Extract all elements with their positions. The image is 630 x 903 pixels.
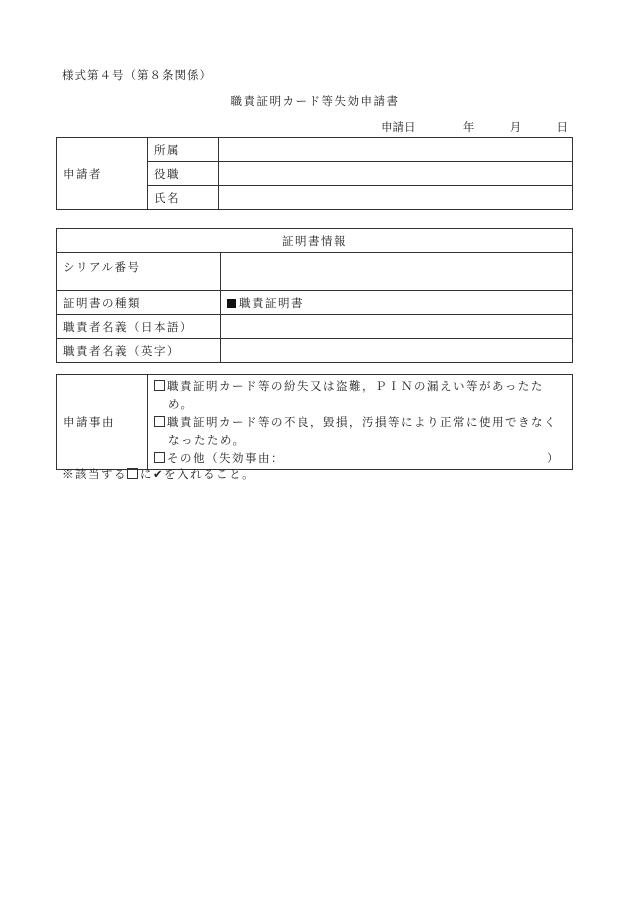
applicant-section-label: 申請者: [57, 138, 148, 210]
application-reason-table: 申請事由 職責証明カード等の紛失又は盗難，ＰＩＮの漏えい等があったた め。 職責証明カード等の不良，毀損，汚損等により正常に使用できなく なったため。 その他（失効事由： ）: [56, 374, 573, 470]
position-field[interactable]: [219, 162, 573, 186]
certificate-type-value: [221, 291, 573, 315]
other-reason-close: ）: [547, 451, 560, 465]
certificate-info-heading: 証明書情報: [57, 229, 573, 253]
checkbox-icon[interactable]: [154, 452, 165, 463]
form-number: 様式第４号（第８条関係）: [62, 68, 212, 82]
date-label: 申請日: [381, 120, 416, 134]
instruction-note: ※該当する に✔を入れること。: [62, 467, 256, 481]
serial-number-label: シリアル番号: [57, 253, 221, 291]
year-label: 年: [462, 120, 475, 134]
month-label: 月: [509, 120, 522, 134]
holder-name-japanese-label: 職責者名義（日本語）: [57, 315, 221, 339]
application-reason-label: 申請事由: [57, 375, 148, 470]
checked-box-icon: [227, 299, 236, 308]
applicant-table: [56, 137, 573, 210]
certificate-type-label: 証明書の種類: [57, 291, 221, 315]
reason-option-lost[interactable]: 職責証明カード等の紛失又は盗難，ＰＩＮの漏えい等があったた: [154, 377, 566, 395]
reason-option-other[interactable]: その他（失効事由： ）: [154, 449, 566, 467]
affiliation-field[interactable]: [219, 138, 573, 162]
check-mark-icon: ✔: [153, 467, 165, 481]
certificate-type-text: 職責証明書: [239, 295, 304, 310]
application-date: [381, 119, 568, 135]
checkbox-icon: [127, 468, 138, 479]
checkbox-icon[interactable]: [154, 416, 165, 427]
checkbox-icon[interactable]: [154, 380, 165, 391]
name-label: 氏名: [148, 186, 219, 210]
affiliation-label: 所属: [148, 138, 219, 162]
name-field[interactable]: [219, 186, 573, 210]
reason-option-defect[interactable]: 職責証明カード等の不良，毀損，汚損等により正常に使用できなく: [154, 413, 566, 431]
certificate-info-table: [56, 228, 573, 363]
document-title: 職責証明カード等失効申請書: [230, 94, 400, 108]
day-label: 日: [556, 120, 568, 134]
position-label: 役職: [148, 162, 219, 186]
holder-name-japanese-field[interactable]: [221, 315, 573, 339]
holder-name-english-field[interactable]: [221, 339, 573, 363]
serial-number-field[interactable]: [221, 253, 573, 291]
holder-name-english-label: 職責者名義（英字）: [57, 339, 221, 363]
